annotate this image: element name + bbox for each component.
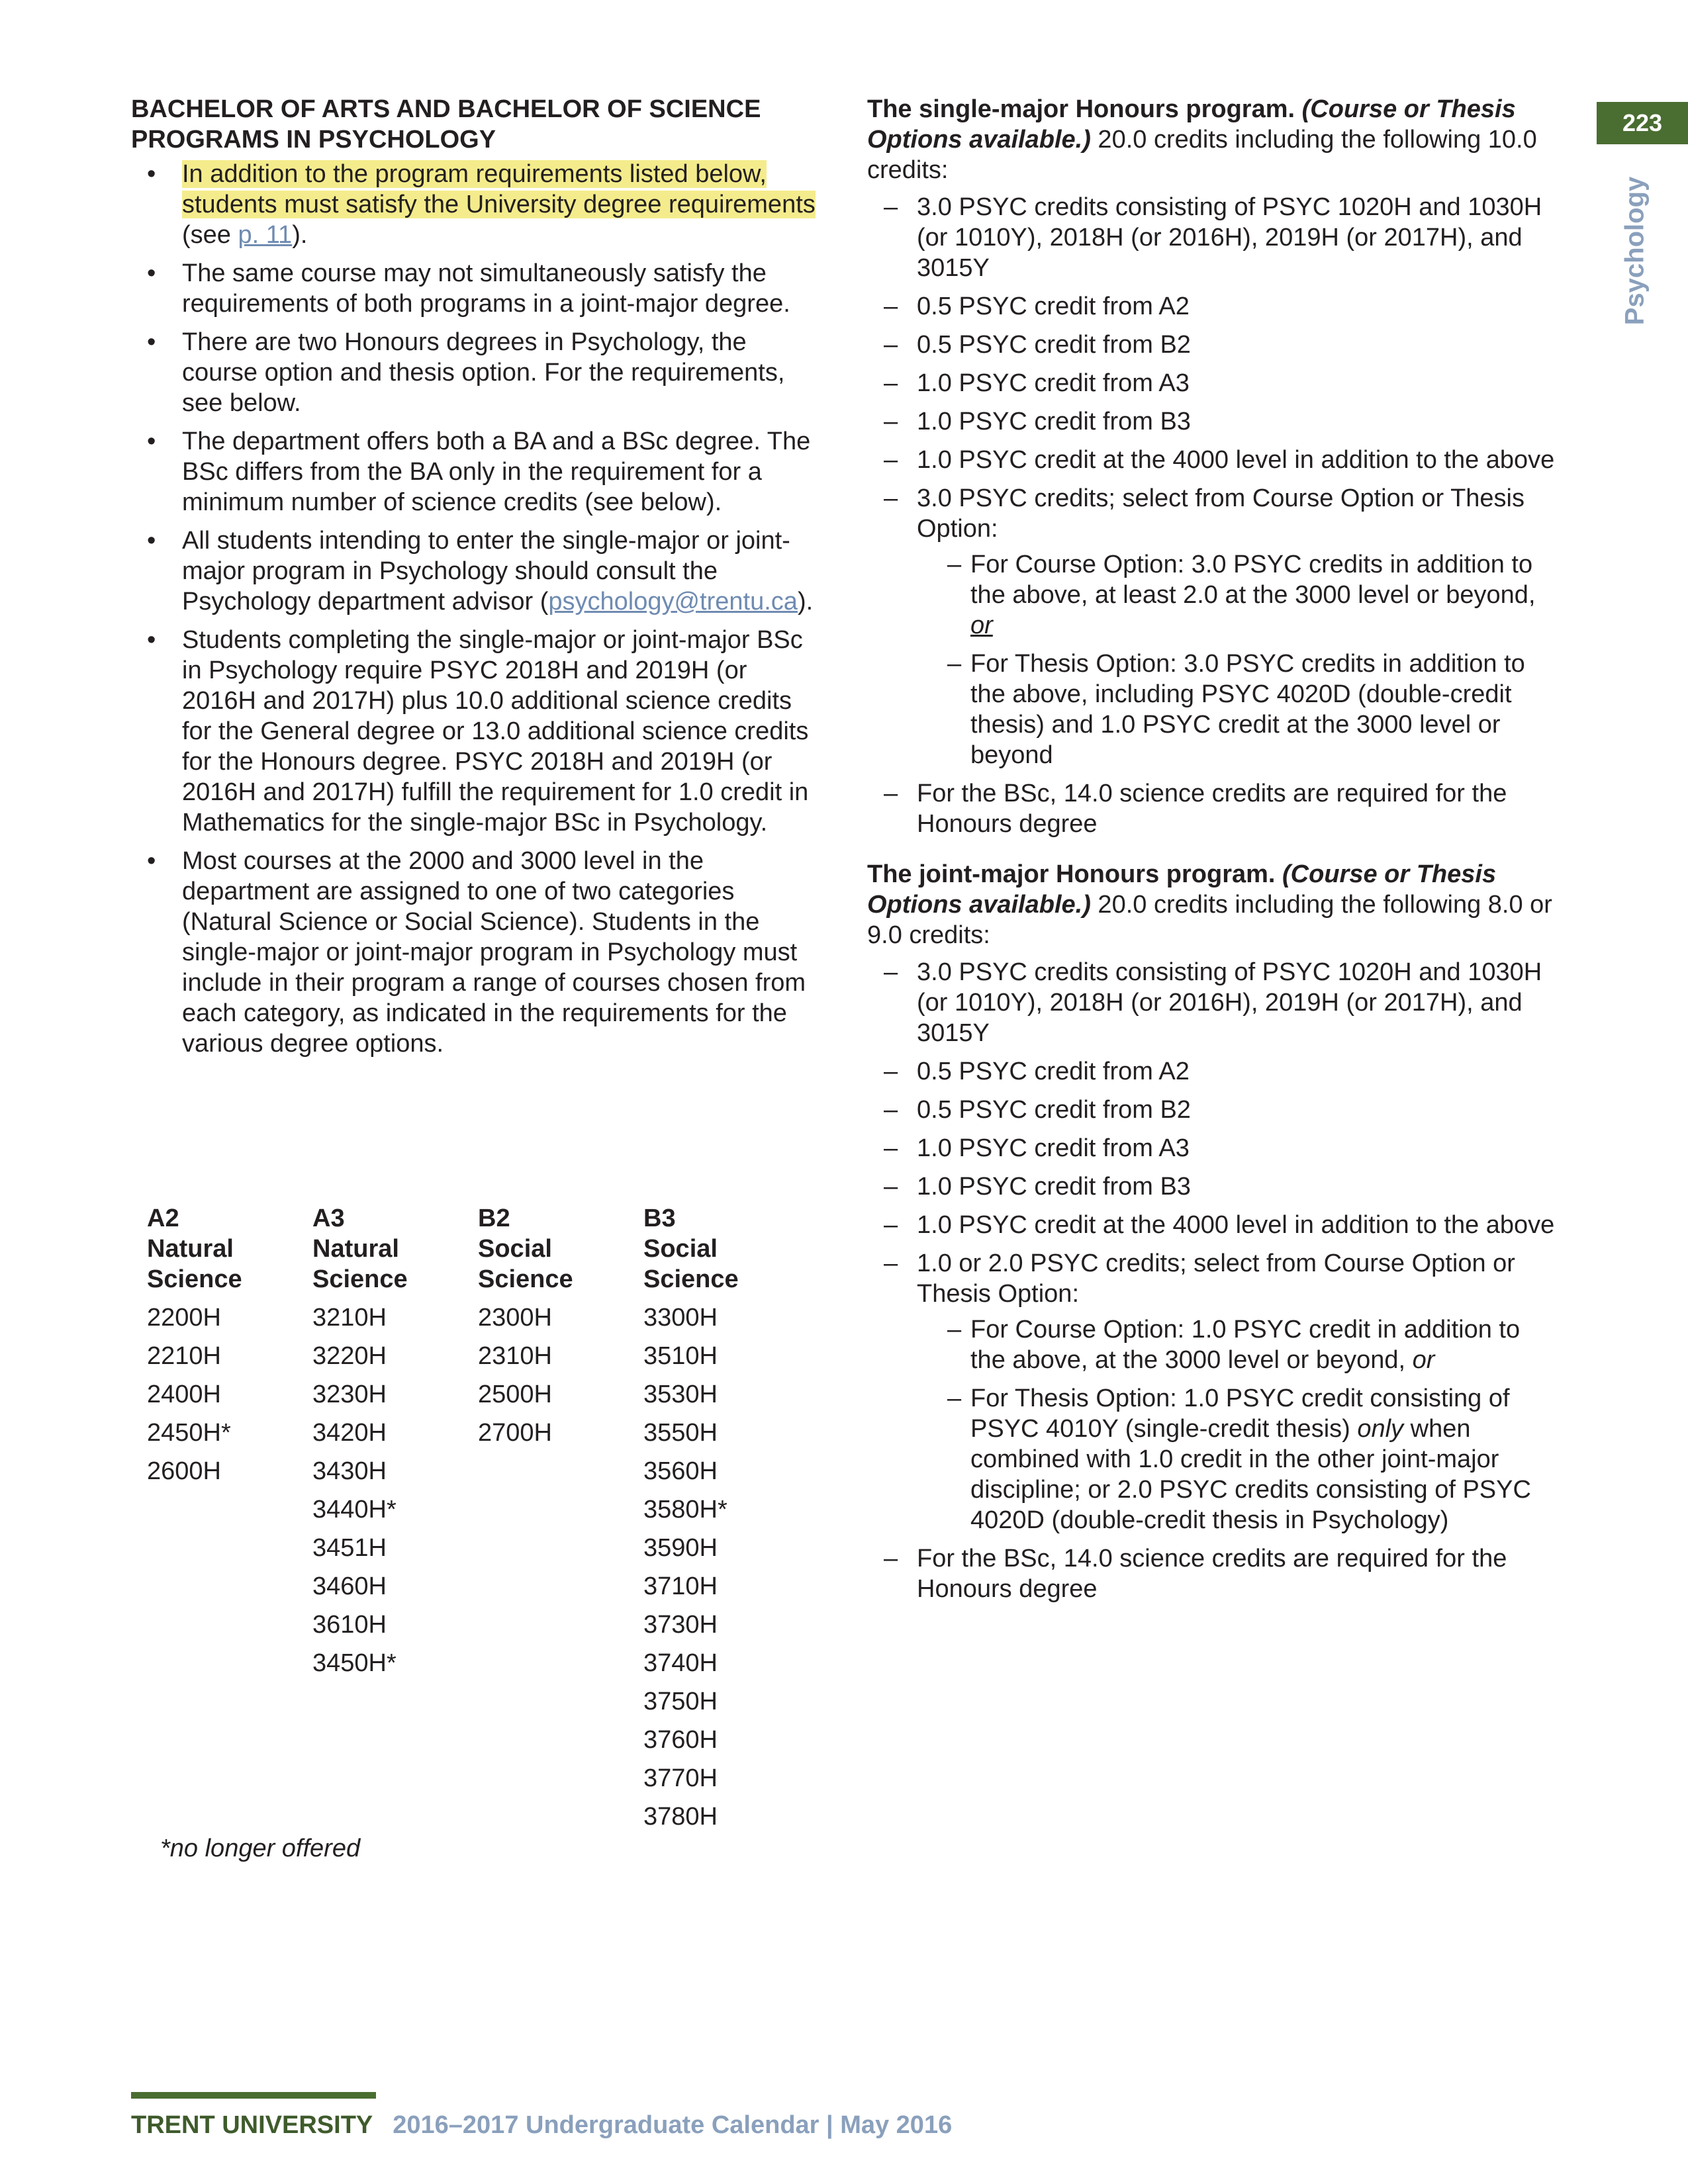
course-code-cell: 3440H* [312,1496,397,1524]
course-code-cell [312,1721,478,1759]
course-code-cell: 2200H [147,1304,221,1332]
category-table-row [147,1529,809,1567]
course-code-cell [312,1682,478,1721]
bullet1-close: ). [292,221,308,249]
course-code-cell [478,1721,643,1759]
single-item: – 0.5 PSYC credit from A2 [867,291,1556,322]
joint-major-lead: The joint-major Honours program. (Course or Thesis Options available.) 20.0 credits including the following 8.0 or 9.0 credits: [867,860,1552,949]
section-title-line2: PROGRAMS IN PSYCHOLOGY [131,126,496,154]
course-code-cell: 3780H [643,1803,718,1831]
category-header-b3: B3 Social Science [643,1205,739,1293]
single-major-lead: The single-major Honours program. (Course or Thesis Options available.) 20.0 credits including the following 10.0 credits: [867,95,1537,184]
course-code-cell [147,1797,312,1836]
table-footnote: *no longer offered [160,1835,361,1862]
page-number-tab [1597,102,1688,144]
joint-item: – 0.5 PSYC credit from A2 [867,1056,1556,1087]
course-code-cell: 3760H [643,1726,718,1754]
joint-bsc-item: – For the BSc, 14.0 science credits are required for the Honours degree [867,1543,1556,1604]
single-course-option: – For Course Option: 3.0 PSYC credits in addition to the above, at least 2.0 at the 3000 level or beyond, or [917,549,1556,641]
course-code-cell: 3710H [643,1572,718,1600]
course-code-cell [147,1490,312,1529]
category-table-row [147,1490,809,1529]
bullet-university-requirements [131,159,820,250]
single-thesis-option: – For Thesis Option: 3.0 PSYC credits in addition to the above, including PSYC 4020D (double-credit thesis) and 1.0 PSYC credit at the 3000 level or beyond [917,649,1556,770]
course-code-cell: 2600H [147,1457,221,1485]
course-code-cell [147,1759,312,1797]
course-code-cell [478,1682,643,1721]
course-code-cell [147,1682,312,1721]
joint-major-list [867,957,1556,1604]
single-major-list [867,192,1556,839]
joint-item: – 1.0 PSYC credit from A3 [867,1133,1556,1163]
bullet-bsc-requirements: • Students completing the single-major or joint-major BSc in Psychology require PSYC 2018H and 2019H (or 2016H and 2017H) plus 10.0 additional science credits for the General degree or 13.0 additional science credits for the Honours degree. PSYC 2018H and 2019H (or 2016H and 2017H) fulfill the requirement for 1.0 credit in Mathematics for the single-major BSc in Psychology. [131,625,820,838]
course-code-cell: 2450H* [147,1419,231,1447]
page-footer [131,2111,952,2140]
single-bsc-item: – For the BSc, 14.0 science credits are required for the Honours degree [867,778,1556,839]
course-code-cell: 2310H [478,1342,552,1370]
single-item: – 1.0 PSYC credit from A3 [867,368,1556,398]
course-code-cell: 3550H [643,1419,718,1447]
course-code-cell [147,1529,312,1567]
single-options-sublist [917,549,1556,770]
course-code-cell [147,1721,312,1759]
joint-item: – 1.0 PSYC credit from B3 [867,1171,1556,1202]
category-table-row [147,1606,809,1644]
course-code-cell: 3420H [312,1419,387,1447]
course-code-cell: 3730H [643,1611,718,1639]
course-code-cell: 2700H [478,1419,552,1447]
course-code-cell: 2400H [147,1381,221,1408]
course-code-cell: 3530H [643,1381,718,1408]
course-code-cell: 3220H [312,1342,387,1370]
single-item: – 1.0 PSYC credit at the 4000 level in addition to the above [867,445,1556,475]
bullet-consult-advisor [131,525,820,617]
bullet-two-honours: • There are two Honours degrees in Psychology, the course option and thesis option. For the requirements, see below. [131,327,820,418]
category-table-row [147,1644,809,1682]
course-code-cell [478,1759,643,1797]
category-table-row [147,1298,809,1337]
course-code-cell [312,1759,478,1797]
category-table-row [147,1375,809,1414]
footer-calendar: 2016–2017 Undergraduate Calendar | May 2016 [393,2111,953,2139]
footer-rule [131,2092,376,2099]
section-title-line1: BACHELOR OF ARTS AND BACHELOR OF SCIENCE [131,95,761,123]
course-code-cell: 3740H [643,1649,718,1677]
category-table-row [147,1452,809,1490]
section-side-label-text: Psychology [1620,176,1650,326]
category-table-row [147,1414,809,1452]
course-code-cell [478,1644,643,1682]
course-code-cell: 3590H [643,1534,718,1562]
joint-item: – 0.5 PSYC credit from B2 [867,1095,1556,1125]
page-number: 223 [1622,109,1663,136]
course-code-cell: 3750H [643,1688,718,1715]
joint-options-sublist [917,1314,1556,1535]
course-code-cell [478,1606,643,1644]
category-table-row [147,1759,809,1797]
category-table-row [147,1567,809,1606]
bullet5-close: ). [797,588,814,615]
single-item: – 3.0 PSYC credits consisting of PSYC 1020H and 1030H (or 1010Y), 2018H (or 2016H), 2019H (or 2017H), and 3015Y [867,192,1556,283]
requirements-bullet-list [131,159,820,1059]
course-code-cell [147,1567,312,1606]
category-table-body [147,1298,809,1836]
category-header-a2: A2 Natural Science [147,1205,242,1293]
course-code-cell [147,1606,312,1644]
course-code-cell: 3451H [312,1534,387,1562]
highlighted-text: In addition to the program requirements listed below, students must satisfy the University degree requirements [182,160,816,218]
course-code-cell: 2210H [147,1342,221,1370]
course-code-cell [312,1797,478,1836]
course-code-cell: 3230H [312,1381,387,1408]
course-code-cell: 3560H [643,1457,718,1485]
course-code-cell [478,1567,643,1606]
bullet-ba-bsc: • The department offers both a BA and a BSc degree. The BSc differs from the BA only in the requirement for a minimum number of science credits (see below). [131,426,820,518]
course-code-cell: 3450H* [312,1649,397,1677]
joint-item: – 1.0 PSYC credit at the 4000 level in addition to the above [867,1210,1556,1240]
course-category-table [147,1203,809,1836]
course-code-cell [478,1529,643,1567]
course-code-cell [147,1644,312,1682]
joint-course-option: – For Course Option: 1.0 PSYC credit in addition to the above, at the 3000 level or beyond, or [917,1314,1556,1375]
category-header-a3: A3 Natural Science [312,1205,408,1293]
right-column [867,94,1556,1612]
bullet-categories: • Most courses at the 2000 and 3000 level in the department are assigned to one of two categories (Natural Science or Social Science). Students in the single-major or joint-major program in Psychology must include in their program a range of courses chosen from each category, as indicated in the requirements for the various degree options. [131,846,820,1059]
category-header-row [147,1203,809,1298]
course-code-cell: 3300H [643,1304,718,1332]
category-table-row [147,1682,809,1721]
section-title [131,94,820,155]
joint-options-item: – 1.0 or 2.0 PSYC credits; select from Course Option or Thesis Option: – For Course Option: 1.0 PSYC credit in addition to the above, at the 3000 level or beyond, or – For Thesis Option: 1.0 PSYC credit consisting of PSYC 4010Y (single-credit thesis) only when combined with 1.0 credit in the other joint-major discipline; or 2.0 PSYC credits consisting of PSYC 4020D (double-credit thesis in Psychology) [867,1248,1556,1535]
course-code-cell: 3580H* [643,1496,727,1524]
joint-item: – 3.0 PSYC credits consisting of PSYC 1020H and 1030H (or 1010Y), 2018H (or 2016H), 2019H (or 2017H), and 3015Y [867,957,1556,1048]
bullet-same-course: • The same course may not simultaneously satisfy the requirements of both programs in a joint-major degree. [131,258,820,319]
category-header-b2: B2 Social Science [478,1205,573,1293]
course-code-cell: 2300H [478,1304,552,1332]
course-code-cell [478,1452,643,1490]
course-code-cell: 3210H [312,1304,387,1332]
single-options-item: – 3.0 PSYC credits; select from Course Option or Thesis Option: – For Course Option: 3.0 PSYC credits in addition to the above, at least 2.0 at the 3000 level or beyond, or – For Thesis Option: 3.0 PSYC credits in addition to the above, including PSYC 4020D (double-credit thesis) and 1.0 PSYC credit at the 3000 level or beyond [867,483,1556,770]
bullet1-see: (see [182,221,238,249]
page-11-link[interactable]: p. 11 [238,221,293,249]
course-code-cell: 3460H [312,1572,387,1600]
course-code-cell [478,1490,643,1529]
joint-thesis-option: – For Thesis Option: 1.0 PSYC credit consisting of PSYC 4010Y (single-credit thesis) only when combined with 1.0 credit in the other joint-major discipline; or 2.0 PSYC credits consisting of PSYC 4020D (double-credit thesis in Psychology) [917,1383,1556,1535]
advisor-email-link[interactable]: psychology@trentu.ca [548,588,798,615]
category-table-row [147,1797,809,1836]
course-code-cell: 3510H [643,1342,718,1370]
course-code-cell [478,1797,643,1836]
course-code-cell: 3430H [312,1457,387,1485]
single-item: – 1.0 PSYC credit from B3 [867,406,1556,437]
category-table-row [147,1337,809,1375]
course-code-cell: 3770H [643,1764,718,1792]
bullet5-text: All students intending to enter the single-major or joint-major program in Psychology should consult the Psychology department advisor ( [182,527,790,615]
single-item: – 0.5 PSYC credit from B2 [867,330,1556,360]
category-table-row [147,1721,809,1759]
course-code-cell: 2500H [478,1381,552,1408]
footer-university: TRENT UNIVERSITY [131,2111,373,2139]
course-code-cell: 3610H [312,1611,387,1639]
section-side-label [1615,175,1655,327]
left-column [131,94,820,1067]
